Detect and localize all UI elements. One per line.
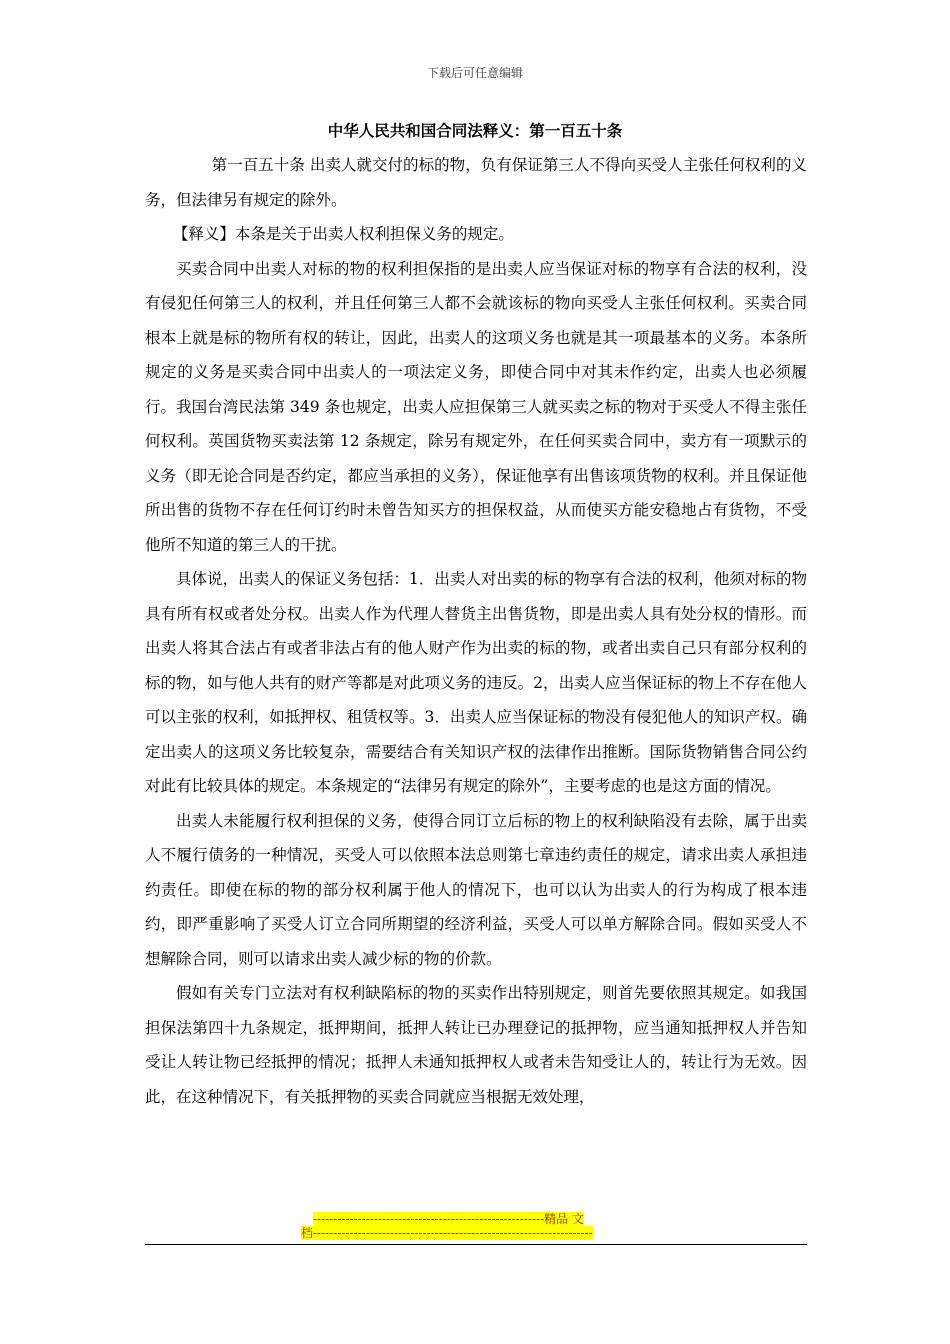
paragraph-interpretation-heading: 【释义】本条是关于出卖人权利担保义务的规定。 [172,225,514,243]
document-body [145,148,807,1114]
footer-banner [301,1212,649,1240]
paragraph-warranty-definition: 买卖合同中出卖人对标的物的权利担保指的是出卖人应当保证对标的物享有合法的权利，没有侵犯任何第三人的权利，并且任何第三人都不会就该标的物向买受人主张任何权利。买卖合同根本上就是标的物所有权的转让，因此，出卖人的这项义务也就是其一项最基本的义务。本条所规定的义务是买卖合同中出卖人的一项法定义务，即使合同中对其未作约定，出卖人也必须履行。我国台湾民法第 349 条也规定，出卖人应担保第三人就买卖之标的物对于买受人不得主张任何权利。英国货物买卖法第 12 条规定，除另有规定外，在任何买卖合同中，卖方有一项默示的义务（即无论合同是否约定，都应当承担的义务），保证他享有出售该项货物的权利。并且保证他所出售的货物不存在任何订约时未曾告知买方的担保权益，从而使买方能安稳地占有货物，不受他所不知道的第三人的干扰。 [145,259,807,554]
paragraph-article: 第一百五十条 出卖人就交付的标的物，负有保证第三人不得向买受人主张任何权利的义务，但法律另有规定的除外。 [145,156,807,209]
paragraph-breach-remedy: 出卖人未能履行权利担保的义务，使得合同订立后标的物上的权利缺陷没有去除，属于出卖人不履行债务的一种情况，买受人可以依照本法总则第七章违约责任的规定，请求出卖人承担违约责任。即使在标的物的部分权利属于他人的情况下，也可以认为出卖人的行为构成了根本违约，即严重影响了买受人订立合同所期望的经济利益，买受人可以单方解除合同。假如买受人不想解除合同，则可以请求出卖人减少标的物的价款。 [145,811,807,968]
paragraph-obligation-details: 具体说，出卖人的保证义务包括：1．出卖人对出卖的标的物享有合法的权利，他须对标的物具有所有权或者处分权。出卖人作为代理人替货主出售货物，即是出卖人具有处分权的情形。而出卖人将其合法占有或者非法占有的他人财产作为出卖的标的物，或者出卖自己只有部分权利的标的物，如与他人共有的财产等都是对此项义务的违反。2，出卖人应当保证标的物上不存在他人可以主张的权利，如抵押权、租赁权等。3．出卖人应当保证标的物没有侵犯他人的知识产权。确定出卖人的这项义务比较复杂，需要结合有关知识产权的法律作出推断。国际货物销售合同公约对此有比较具体的规定。本条规定的“法律另有规定的除外”，主要考虑的也是这方面的情况。 [145,570,807,795]
document-title: 中华人民共和国合同法释义：第一百五十条 [327,121,623,140]
header-note: 下载后可任意编辑 [426,66,523,80]
footer-divider [145,1244,807,1245]
paragraph-special-legislation: 假如有关专门立法对有权利缺陷标的物的买卖作出特别规定，则首先要依照其规定。如我国担保法第四十九条规定，抵押期间，抵押人转让已办理登记的抵押物，应当通知抵押权人并告知受让人转让物已经抵押的情况；抵押人未通知抵押权人或者未告知受让人的，转让行为无效。因此，在这种情况下，有关抵押物的买卖合同就应当根据无效处理， [145,984,807,1106]
footer-banner-line-2: 档--------------------------------------------------------------------- [301,1226,593,1240]
footer-banner-line-1: ---------------------------------------------------------精品 文 [313,1212,584,1226]
